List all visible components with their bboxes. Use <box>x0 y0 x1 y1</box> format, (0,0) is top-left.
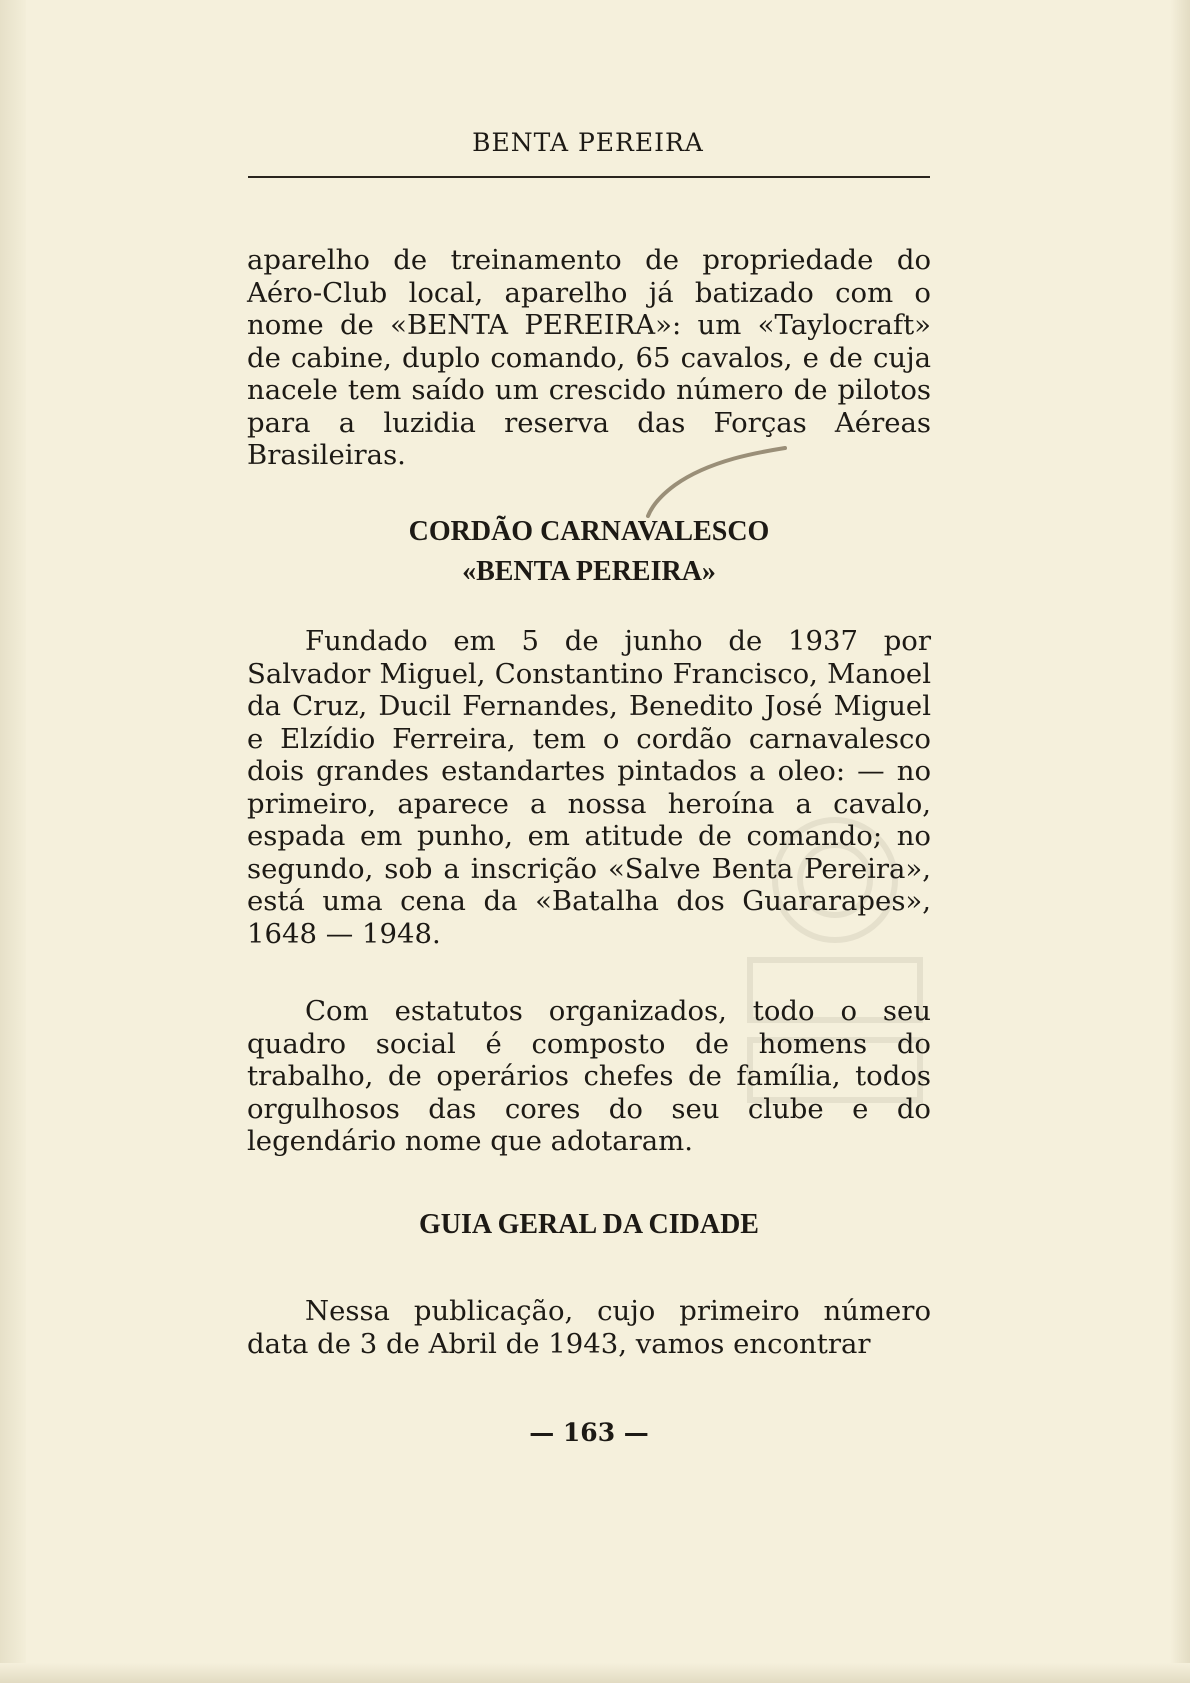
paragraph-cordao-founding <box>247 625 931 950</box>
paragraph-aero-club <box>247 244 931 472</box>
section-heading-cordao-line-1: CORDÃO CARNAVALESCO <box>408 516 770 547</box>
header-rule <box>248 176 930 178</box>
page-left-edge <box>0 0 26 1683</box>
paragraph-1-text: aparelho de treinamento de propriedade do Aéro-Club local, aparelho já batizado com o nome de «BENTA PEREIRA»: um «Taylocraft» de cabine, duplo comando, 65 cavalos, e de cuja nacele tem saído um crescido número de pilotos para a luzidia reserva das Forças Aéreas Brasileiras. <box>247 244 931 471</box>
section-heading-cordao-line-2: «BENTA PEREIRA» <box>462 556 716 587</box>
running-title: BENTA PEREIRA <box>472 128 704 157</box>
paragraph-guia <box>247 1295 931 1360</box>
section-heading-guia: GUIA GERAL DA CIDADE <box>419 1209 759 1240</box>
paragraph-2-text: Fundado em 5 de junho de 1937 por Salvador Miguel, Constantino Francisco, Manoel da Cruz, Ducil Fernandes, Benedito José Miguel e Elzídio Ferreira, tem o cordão carnavalesco dois grandes estandartes pintados a oleo: — no primeiro, aparece a nossa heroína a cavalo, espada em punho, em atitude de comando; no segundo, sob a inscrição «Salve Benta Pereira», está uma cena da «Batalha dos Guararapes», 1648 — 1948. <box>247 625 931 950</box>
page-bottom-edge <box>0 1663 1190 1683</box>
paragraph-4-text: Nessa publicação, cujo primeiro número data de 3 de Abril de 1943, vamos encontrar <box>247 1295 931 1360</box>
paragraph-cordao-members <box>247 995 931 1158</box>
page-number: — 163 — <box>529 1418 649 1447</box>
section-heading-cordao <box>247 512 931 592</box>
paragraph-3-text: Com estatutos organizados, todo o seu quadro social é composto de homens do trabalho, de operários chefes de família, todos orgulhosos das cores do seu clube e do legendário nome que adotaram. <box>247 995 931 1157</box>
page-right-edge <box>1170 0 1190 1683</box>
